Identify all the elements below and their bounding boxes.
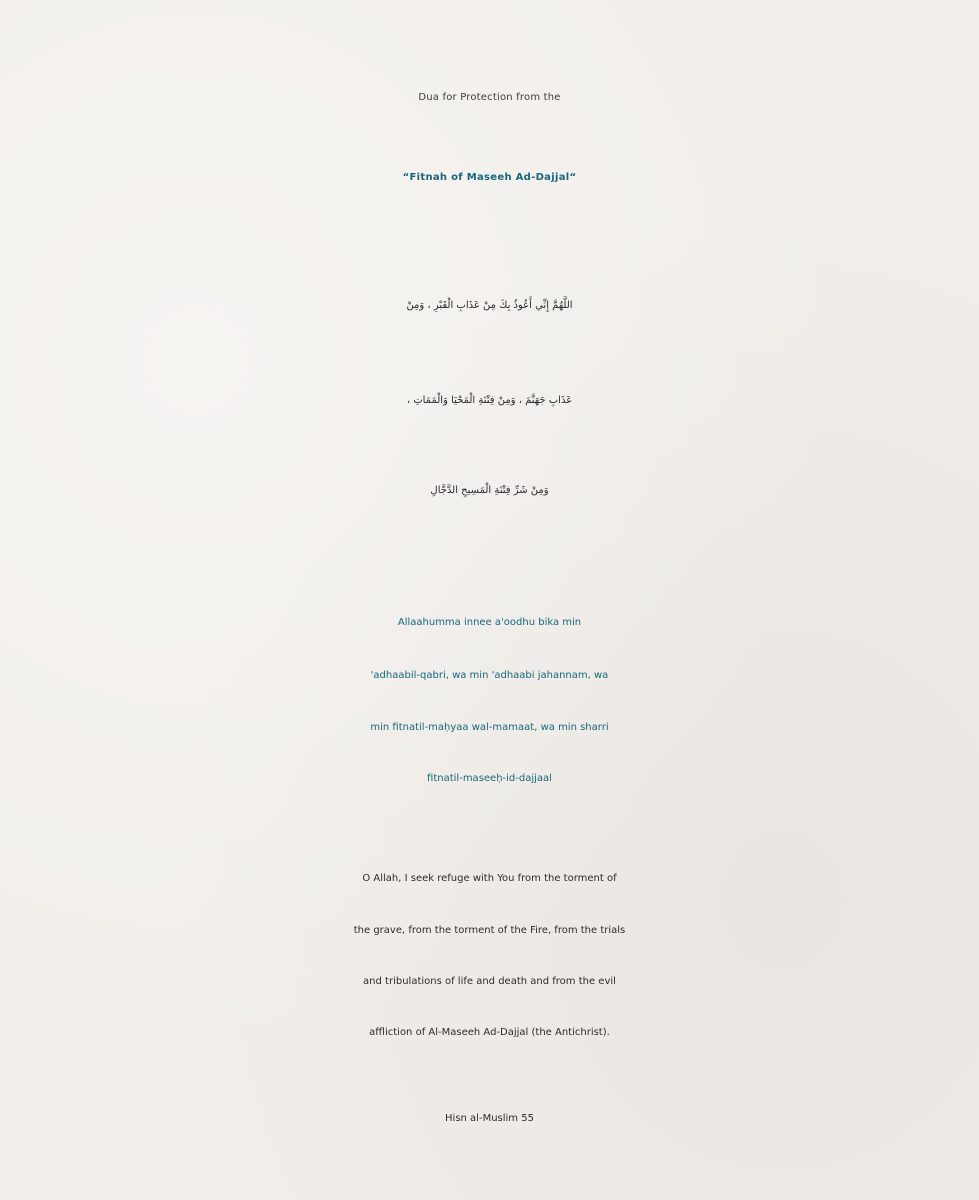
- translation-line-4: affliction of Al-Maseeh Ad-Dajjal (the Antichrist).: [369, 1027, 610, 1038]
- transliteration-line-2: 'adhaabil-qabri, wa min 'adhaabi jahannam, wa: [370, 670, 609, 681]
- arabic-line-1: اللَّهُمَّ إِنِّي أَعُوذُ بِكَ مِنْ عَذَابِ الْقَبْرِ ، وَمِنْ: [406, 300, 573, 311]
- source-reference: Hisn al-Muslim 55: [445, 1113, 534, 1124]
- translation-line-1: O Allah, I seek refuge with You from the torment of: [362, 873, 617, 884]
- translation-line-3: and tribulations of life and death and from the evil: [363, 976, 616, 987]
- transliteration-line-4: fitnatil-maseeḥ-id-dajjaal: [427, 773, 552, 784]
- transliteration-line-3: min fitnatil-maḥyaa wal-mamaat, wa min sharri: [370, 722, 609, 733]
- arabic-line-3: وَمِنْ شَرِّ فِتْنَةِ الْمَسِيحِ الدَّجَّالِ: [430, 485, 549, 496]
- arabic-line-2: عَذَابِ جَهَنَّمَ ، وَمِنْ فِتْنَةِ الْمَحْيَا وَالْمَمَاتِ ،: [406, 395, 573, 406]
- title-line-1: Dua for Protection from the: [418, 92, 561, 103]
- translation-line-2: the grave, from the torment of the Fire, from the trials: [353, 925, 626, 936]
- transliteration-line-1: Allaahumma innee a'oodhu bika min: [397, 617, 582, 628]
- title-line-2-highlight: “Fitnah of Maseeh Ad-Dajjal“: [402, 172, 577, 183]
